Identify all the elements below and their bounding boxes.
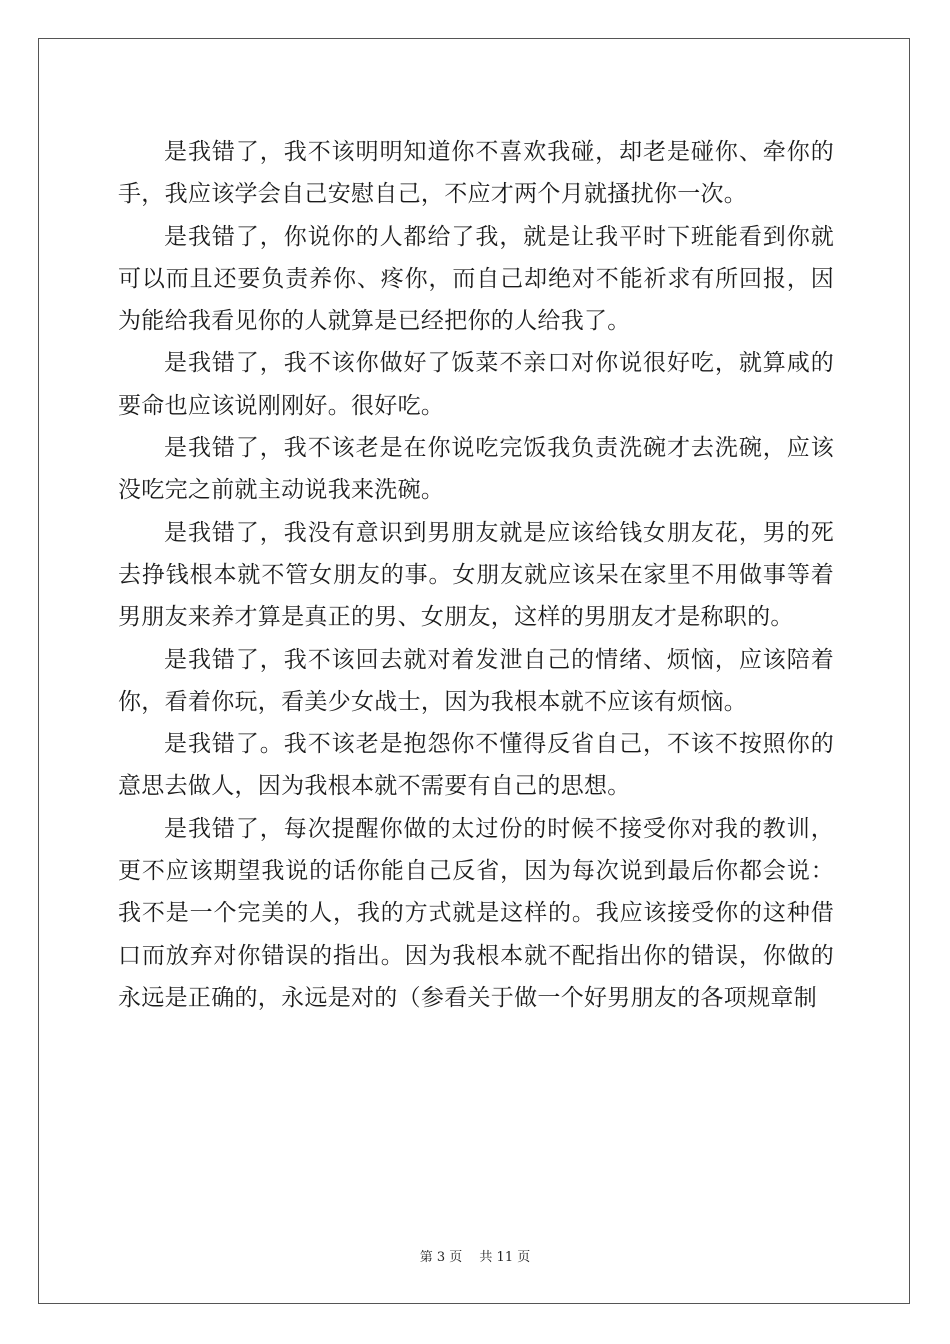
- document-body: [118, 131, 834, 1019]
- paragraph: 是我错了，我不该你做好了饭菜不亲口对你说很好吃，就算咸的要命也应该说刚刚好。很好吃。: [118, 350, 834, 419]
- paragraph: 是我错了，我不该明明知道你不喜欢我碰，却老是碰你、牵你的手，我应该学会自己安慰自己，不应才两个月就搔扰你一次。: [118, 139, 834, 208]
- paragraph: 是我错了，我不该回去就对着发泄自己的情绪、烦恼，应该陪着你，看着你玩，看美少女战士，因为我根本就不应该有烦恼。: [118, 646, 834, 715]
- page-number-footer: 第 3 页 共 11 页: [419, 1250, 531, 1265]
- paragraph: 是我错了，你说你的人都给了我，就是让我平时下班能看到你就可以而且还要负责养你、疼你，而自己却绝对不能祈求有所回报，因为能给我看见你的人就算是已经把你的人给我了。: [118, 223, 834, 335]
- paragraph: 是我错了，我没有意识到男朋友就是应该给钱女朋友花，男的死去挣钱根本就不管女朋友的事。女朋友就应该呆在家里不用做事等着男朋友来养才算是真正的男、女朋友，这样的男朋友才是称职的。: [118, 519, 834, 631]
- paragraph: 是我错了。我不该老是抱怨你不懂得反省自己，不该不按照你的意思去做人，因为我根本就不需要有自己的思想。: [118, 731, 834, 800]
- paragraph: 是我错了，每次提醒你做的太过份的时候不接受你对我的教训，更不应该期望我说的话你能自己反省，因为每次说到最后你都会说：我不是一个完美的人，我的方式就是这样的。我应该接受你的这种借口而放弃对你错误的指出。因为我根本就不配指出你的错误，你做的永远是正确的，永远是对的（参看关于做一个好男朋友的各项规章制: [118, 815, 834, 1011]
- paragraph: 是我错了，我不该老是在你说吃完饭我负责洗碗才去洗碗，应该没吃完之前就主动说我来洗碗。: [118, 435, 834, 504]
